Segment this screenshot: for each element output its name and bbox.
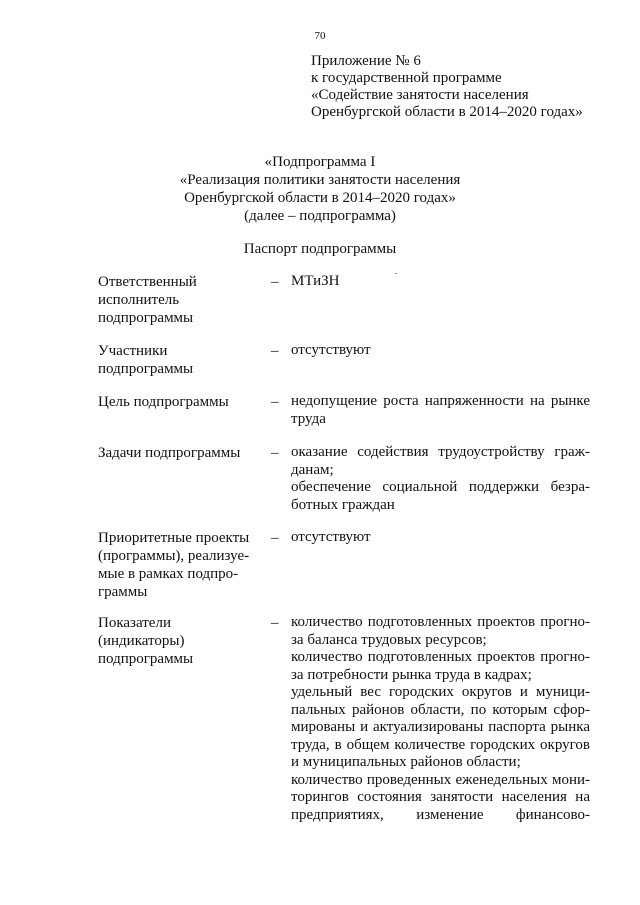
row-content (291, 444, 590, 514)
content-line: отсутствуют (291, 342, 371, 358)
appendix-line: к государственной программе (311, 70, 502, 86)
dash: – (271, 615, 279, 631)
dash: – (271, 445, 279, 461)
content-line: пальных районов области, по которым сфор- (291, 701, 590, 718)
label-line: подпрограммы (98, 651, 194, 667)
label-line: граммы (98, 584, 148, 600)
content-line: за потребности рынка труда в кадрах; (291, 666, 532, 683)
content-line: данам; (291, 461, 334, 478)
row-content (291, 393, 590, 428)
content-line: мированы и актуализированы паспорта рынка (291, 719, 590, 735)
content-line: недопущение роста напряженности на рынке (291, 393, 590, 409)
dash: – (271, 394, 279, 410)
label-line: (программы), реализуе- (98, 548, 250, 564)
content-line: и муниципальных районов области; (291, 754, 521, 770)
row-content (291, 273, 590, 291)
content-line: труда (291, 410, 326, 427)
subtitle-line: «Реализация политики занятости населения (179, 172, 461, 188)
content-line: количество проведенных еженедельных мони- (291, 771, 590, 788)
passport-title: Паспорт подпрограммы (243, 241, 397, 257)
row-label (98, 273, 263, 327)
subtitle-line: (далее – подпрограмма) (244, 208, 396, 224)
row-label (98, 393, 263, 411)
label-line: Приоритетные проекты (98, 530, 250, 546)
subtitle-line: Оренбургской области в 2014–2020 годах» (184, 190, 456, 206)
appendix-line: «Содействие занятости населения (311, 87, 529, 103)
content-line: количество подготовленных проектов прогно- (291, 649, 590, 665)
subtitle-line: «Подпрограмма I (264, 154, 376, 170)
content-line: ботных граждан (291, 496, 395, 513)
subprogram-title (0, 153, 640, 225)
label-line: подпрограммы (98, 361, 194, 377)
appendix-line: Приложение № 6 (311, 53, 421, 69)
label-line: Показатели (98, 615, 171, 631)
label-line: Участники (98, 343, 168, 359)
dash: – (271, 343, 279, 359)
row-content (291, 529, 590, 547)
content-line: торингов состояния занятости населения на (291, 789, 590, 805)
row-label (98, 342, 263, 378)
content-line: отсутствуют (291, 529, 371, 545)
label-line: Цель подпрограммы (98, 394, 229, 410)
label-line: подпрограммы (98, 310, 194, 326)
appendix-line: Оренбургской области в 2014–2020 годах» (311, 104, 583, 120)
content-line: количество подготовленных проектов прогно- (291, 614, 590, 630)
label-line: мые в рамках подпро- (98, 566, 239, 582)
content-line: МТиЗН (291, 273, 340, 289)
content-line: обеспечение социальной поддержки безра- (291, 479, 590, 495)
label-line: Ответственный (98, 274, 197, 290)
content-line: труда, в общем количестве городских округов (291, 736, 590, 753)
label-line: Задачи подпрограммы (98, 445, 241, 461)
row-content (291, 614, 590, 824)
dash: – (271, 274, 279, 290)
content-line: удельный вес городских округов и муници- (291, 684, 590, 700)
row-label (98, 444, 263, 462)
content-line: за баланса трудовых ресурсов; (291, 631, 487, 648)
content-line: оказание содействия трудоустройству граж- (291, 444, 590, 460)
appendix-header (311, 53, 583, 121)
row-label (98, 529, 263, 601)
dash: – (271, 530, 279, 546)
row-label (98, 614, 263, 668)
content-line: предприятиях, изменение финансово- (291, 806, 590, 823)
page-number: 70 (314, 30, 326, 42)
label-line: исполнитель (98, 292, 180, 308)
row-content (291, 342, 590, 360)
label-line: (индикаторы) (98, 633, 185, 649)
